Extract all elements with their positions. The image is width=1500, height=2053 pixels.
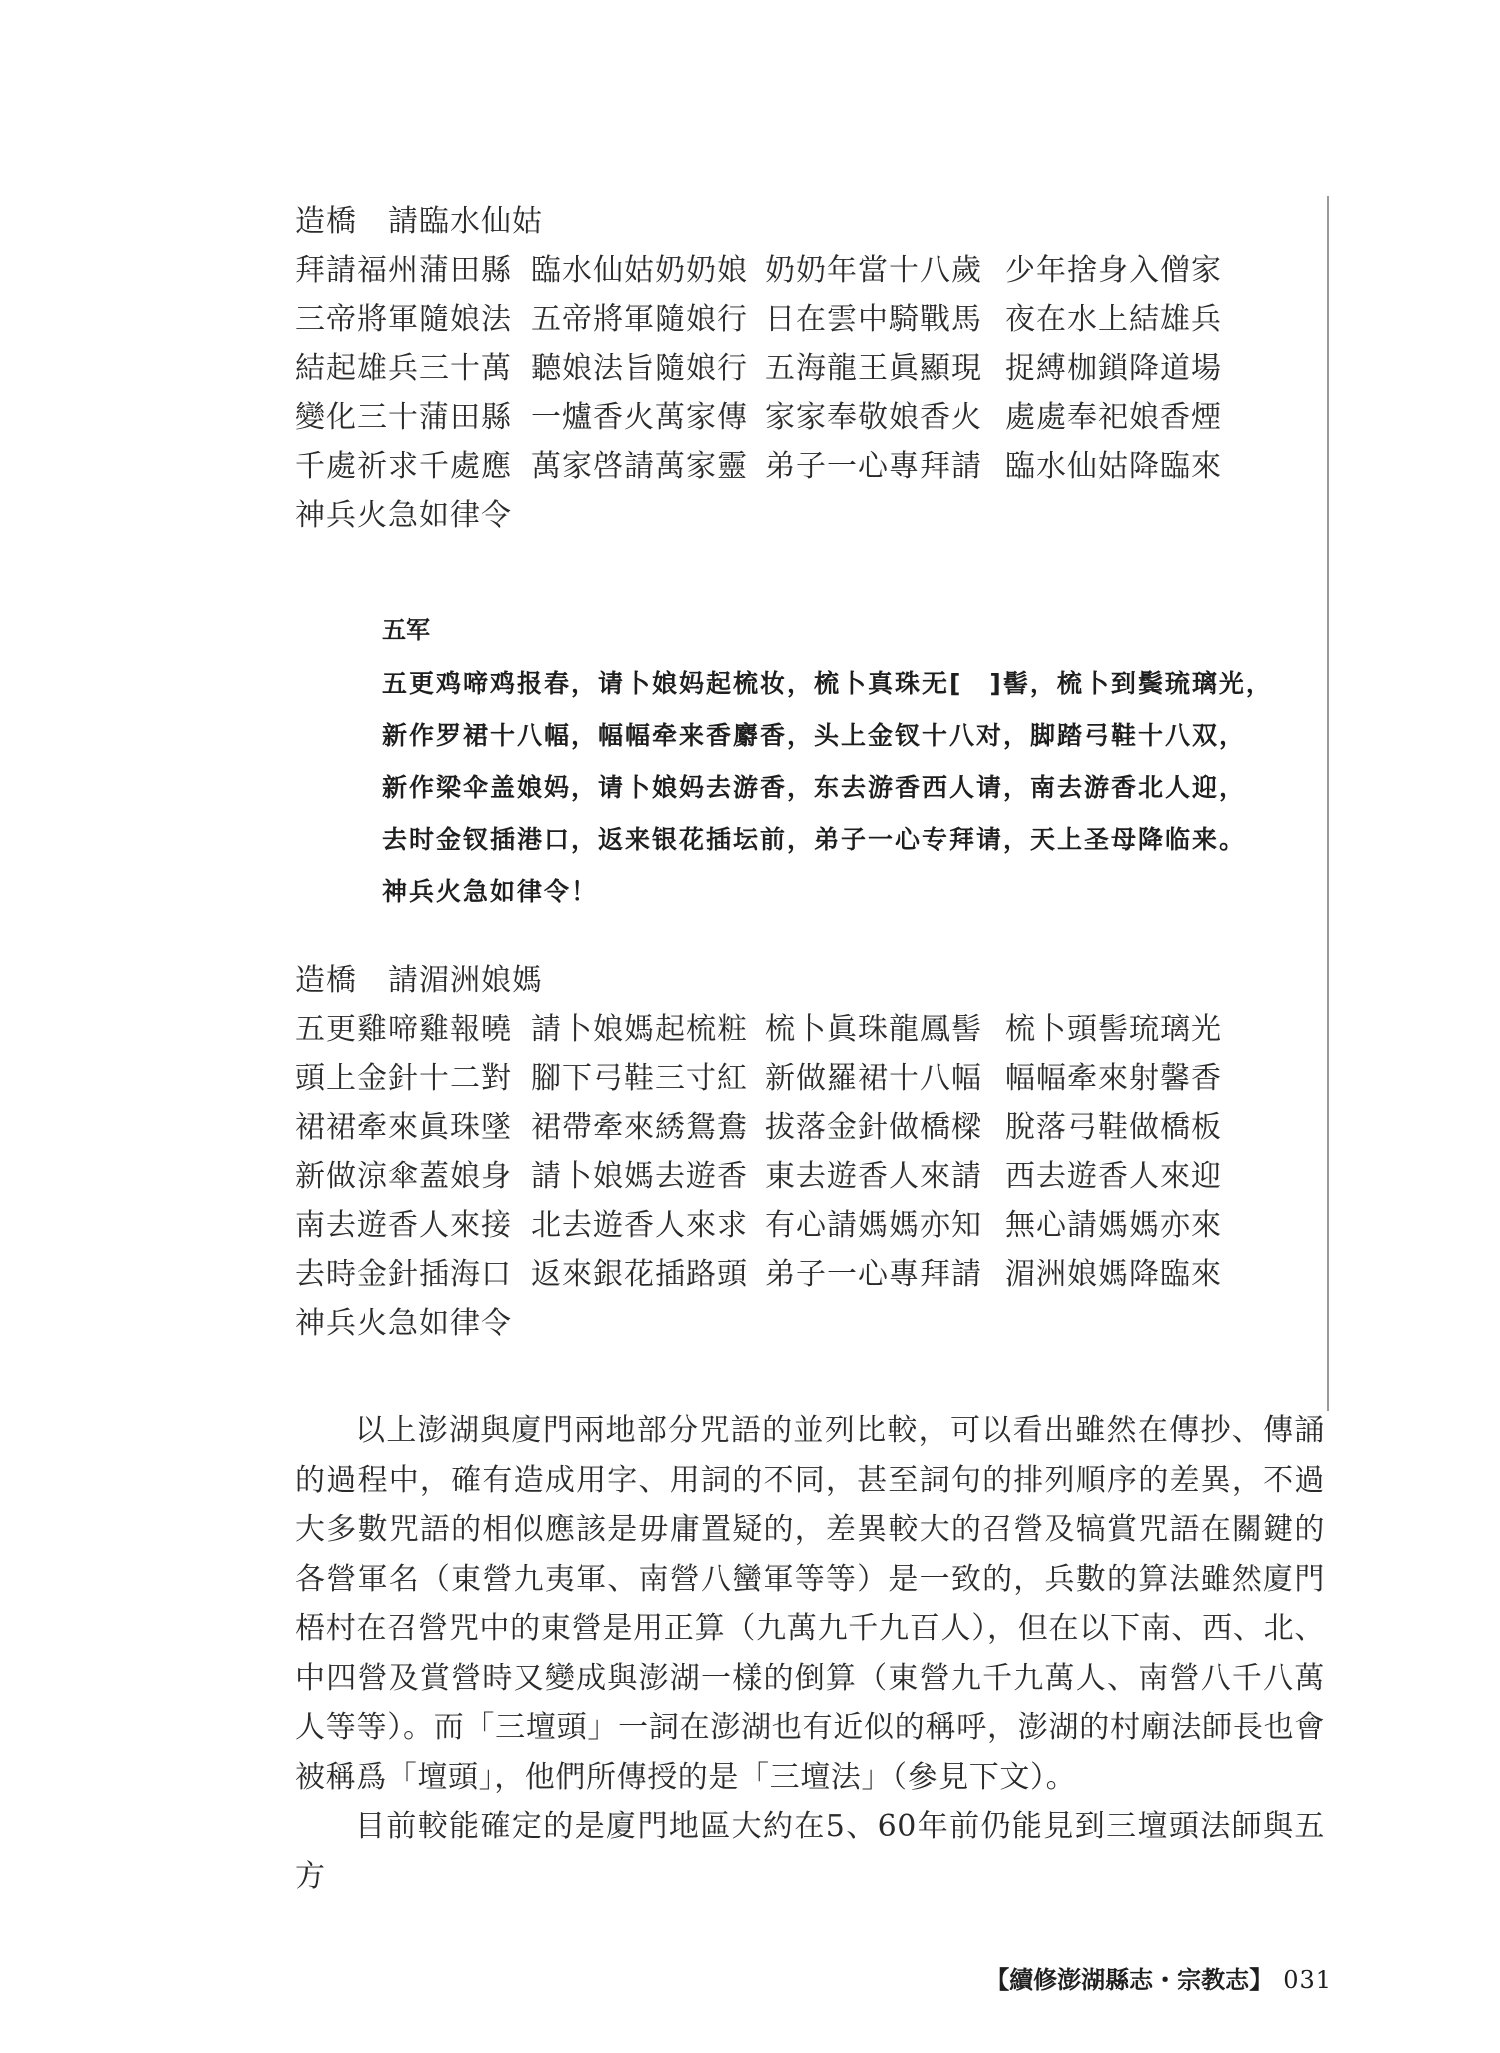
verse-phrase: 處處奉祀娘香煙 <box>1005 400 1222 435</box>
verse-phrase: 拔落金針做橋樑 <box>765 1110 982 1145</box>
verse-phrase: 北去遊香人來求 <box>531 1208 748 1243</box>
verse-row <box>295 344 1325 393</box>
paragraph: 以上澎湖與廈門兩地部分咒語的並列比較，可以看出雖然在傳抄、傳誦的過程中，確有造成用字、用詞的不同，甚至詞句的排列順序的差異，不過大多數咒語的相似應該是毋庸置疑的，差異較大的召營及犒賞咒語在關鍵的各營軍名（東營九夷軍、南營八蠻軍等等）是一致的，兵數的算法雖然廈門梧村在召營咒中的東營是用正算（九萬九千九百人），但在以下南、西、北、中四營及賞營時又變成與澎湖一樣的倒算（東營九千九萬人、南營八千八萬人等等）。而「三壇頭」一詞在澎湖也有近似的稱呼，澎湖的村廟法師長也會被稱爲「壇頭」，他們所傳授的是「三壇法」（參見下文）。 <box>295 1413 1325 1795</box>
verse-phrase: 神兵火急如律令 <box>295 498 512 533</box>
verse-row <box>295 1005 1325 1054</box>
verse-row <box>295 1299 1325 1348</box>
verse-phrase: 頭上金針十二對 <box>295 1061 512 1096</box>
verse-phrase: 捉縛枷鎖降道場 <box>1005 351 1222 386</box>
verse-phrase: 五帝將軍隨娘行 <box>531 302 748 337</box>
verse-phrase: 請卜娘媽起梳粧 <box>531 1012 748 1047</box>
verse-phrase: 萬家啓請萬家靈 <box>531 449 748 484</box>
verse-row <box>295 1152 1325 1201</box>
scan-line: 五更鸡啼鸡报春，请卜娘妈起梳妆，梳卜真珠无[ ]髻，梳卜到鬓琉璃光， <box>382 669 1273 698</box>
verse-phrase: 南去遊香人來接 <box>295 1208 512 1243</box>
verse-phrase: 裙帶牽來綉鴛鴦 <box>531 1110 748 1145</box>
verse-phrase: 新做涼傘蓋娘身 <box>295 1159 512 1194</box>
scan-line: 新作梁伞盖娘妈，请卜娘妈去游香，东去游香西人请，南去游香北人迎， <box>382 773 1247 802</box>
scan-line: 新作罗裙十八幅，幅幅牵来香麝香，头上金钗十八对，脚踏弓鞋十八双， <box>382 721 1247 750</box>
verse-phrase: 無心請媽媽亦來 <box>1005 1208 1222 1243</box>
verse-phrase: 梳卜眞珠龍鳳髻 <box>765 1012 982 1047</box>
verse-phrase: 聽娘法旨隨娘行 <box>531 351 748 386</box>
verse-phrase: 拜請福州蒲田縣 <box>295 253 512 288</box>
verse-phrase: 弟子一心專拜請 <box>765 1257 982 1292</box>
page-footer <box>985 1960 1332 1995</box>
verse-phrase: 結起雄兵三十萬 <box>295 351 512 386</box>
verse-phrase: 奶奶年當十八歲 <box>765 253 982 288</box>
verse-row <box>295 393 1325 442</box>
paragraph: 目前較能確定的是廈門地區大約在5、60年前仍能見到三壇頭法師與五方 <box>295 1809 1325 1894</box>
scanned-chant-wujun <box>382 610 1322 918</box>
verse-row <box>295 1250 1325 1299</box>
verse-row <box>295 246 1325 295</box>
verse-row <box>295 1054 1325 1103</box>
verse-phrase: 去時金針插海口 <box>295 1257 512 1292</box>
verse-phrase: 臨水仙姑降臨來 <box>1005 449 1222 484</box>
verse-phrase: 千處祈求千處應 <box>295 449 512 484</box>
section-heading: 造橋 請臨水仙姑 <box>295 204 543 239</box>
verse-phrase: 東去遊香人來請 <box>765 1159 982 1194</box>
verse-phrase: 三帝將軍隨娘法 <box>295 302 512 337</box>
verse-phrase: 請卜娘媽去遊香 <box>531 1159 748 1194</box>
verse-phrase: 有心請媽媽亦知 <box>765 1208 982 1243</box>
verse-row <box>295 1103 1325 1152</box>
page-number: 031 <box>1283 1966 1332 1994</box>
verse-phrase: 夜在水上結雄兵 <box>1005 302 1222 337</box>
scan-title: 五军 <box>382 616 430 644</box>
verse-phrase: 湄洲娘媽降臨來 <box>1005 1257 1222 1292</box>
section-heading: 造橋 請湄洲娘媽 <box>295 963 543 998</box>
chant-section-linshui <box>295 198 1325 540</box>
verse-phrase: 五更雞啼雞報曉 <box>295 1012 512 1047</box>
verse-phrase: 西去遊香人來迎 <box>1005 1159 1222 1194</box>
scan-line: 神兵火急如律令！ <box>382 877 599 906</box>
chant-section-meizhou <box>295 957 1325 1348</box>
verse-row <box>295 491 1325 540</box>
verse-row <box>295 442 1325 491</box>
verse-phrase: 臨水仙姑奶奶娘 <box>531 253 748 288</box>
verse-phrase: 五海龍王眞顯現 <box>765 351 982 386</box>
verse-row <box>295 295 1325 344</box>
verse-phrase: 神兵火急如律令 <box>295 1306 512 1341</box>
body-text <box>295 1406 1325 1901</box>
book-title: 【續修澎湖縣志・宗教志】 <box>985 1965 1274 1994</box>
verse-phrase: 家家奉敬娘香火 <box>765 400 982 435</box>
verse-phrase: 返來銀花插路頭 <box>531 1257 748 1292</box>
scan-line: 去时金钗插港口，返来银花插坛前，弟子一心专拜请，天上圣母降临来。 <box>382 825 1247 854</box>
verse-row <box>295 1201 1325 1250</box>
verse-phrase: 梳卜頭髻琉璃光 <box>1005 1012 1222 1047</box>
verse-phrase: 少年捨身入僧家 <box>1005 253 1222 288</box>
verse-phrase: 腳下弓鞋三寸紅 <box>531 1061 748 1096</box>
verse-phrase: 幅幅牽來射馨香 <box>1005 1061 1222 1096</box>
verse-phrase: 弟子一心專拜請 <box>765 449 982 484</box>
verse-phrase: 日在雲中騎戰馬 <box>765 302 982 337</box>
verse-phrase: 變化三十蒲田縣 <box>295 400 512 435</box>
verse-phrase: 新做羅裙十八幅 <box>765 1061 982 1096</box>
margin-rule <box>1327 196 1329 1411</box>
verse-phrase: 裙裙牽來眞珠墜 <box>295 1110 512 1145</box>
verse-phrase: 一爐香火萬家傳 <box>531 400 748 435</box>
verse-phrase: 脫落弓鞋做橋板 <box>1005 1110 1222 1145</box>
